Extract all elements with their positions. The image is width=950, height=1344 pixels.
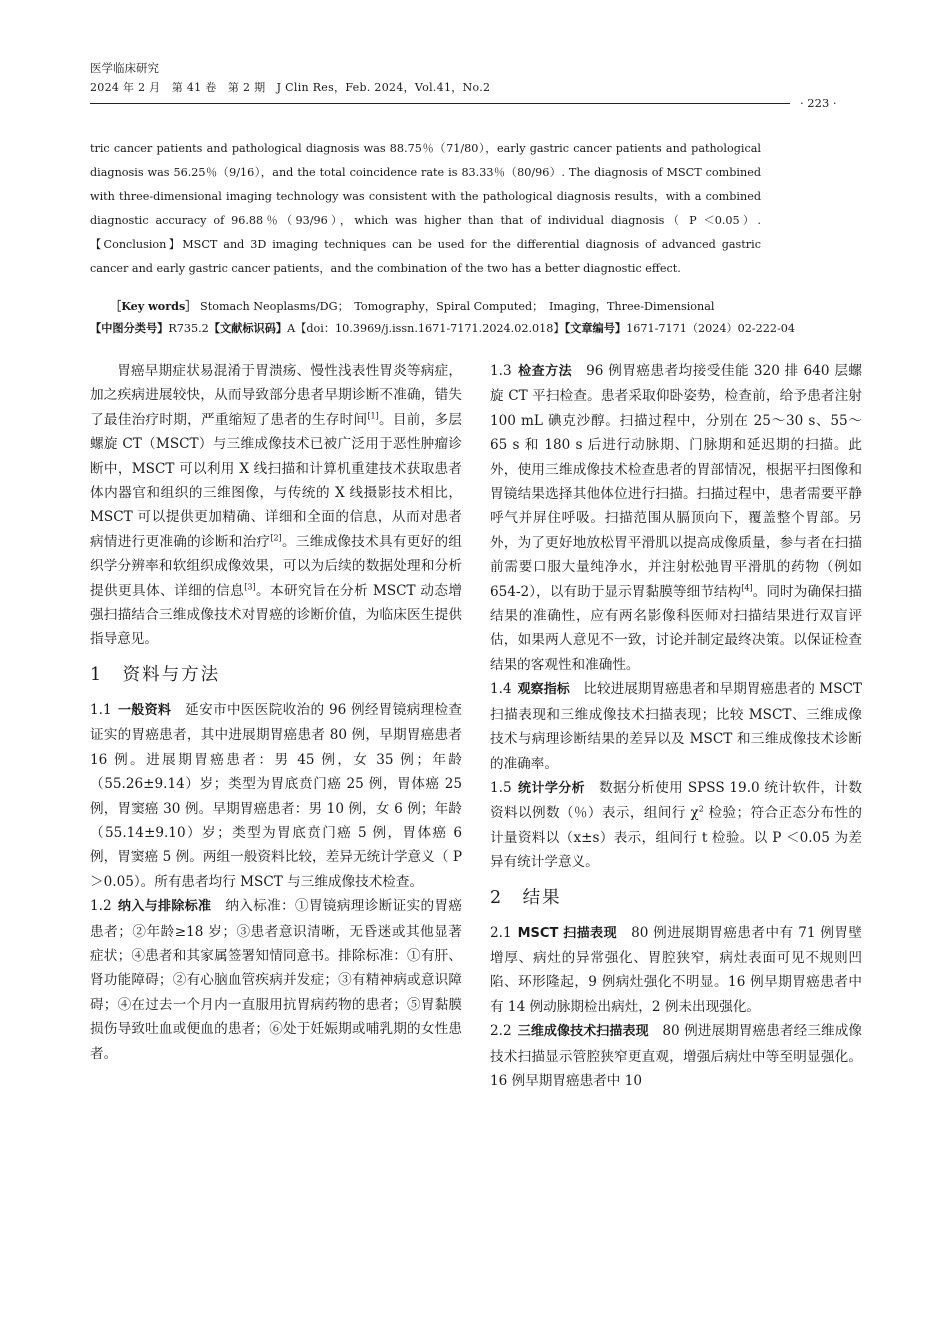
section-number: 1.1 — [90, 701, 112, 718]
keywords-label: ［Key words］ — [110, 299, 197, 313]
abstract-tail: tric cancer patients and pathological diagnosis was 88.75％（71/80），early gastric cancer patients and pathological diagnosis was 56.25％（9/16），and the total coincidence rate is 83.33％（80/96）. The diagnosis of MSCT combined with three-dimensional imaging technology was consistent with the pathological diagnosis results，with a combined diagnostic accuracy of 96.88％（93/96），which was higher than that of individual diagnosis（ P ＜0.05）.【Conclusion】MSCT and 3D imaging techniques can be used for the differential diagnosis of advanced gastric cancer and early gastric cancer patients，and the combination of the two has a better diagnostic effect. — [90, 142, 761, 275]
section-number: 1.5 — [490, 779, 512, 796]
subsection-text: 96 例胃癌患者均接受佳能 320 排 640 层螺旋 CT 平扫检查。患者采取仰卧姿势，检查前，给予患者注射 100 mL 碘克沙醇。扫描过程中，分别在 25～30 s、55～65 s 和 180 s 后进行动脉期、门脉期和延迟期的扫描。此外，使用三维成像技术检查患者的胃部情况，根据平扫图像和胃镜结果选择其他体位进行扫描。扫描过程中，患者需要平静呼气并屏住呼吸。扫描范围从膈顶向下，覆盖整个胃部。另外，为了更好地放松胃平滑肌以提高成像质量，参与者在扫描前需要口服大量纯净水，并注射松弛胃平滑肌的药物（例如 654-2），以有助于显示胃黏膜等细节结构 — [490, 363, 862, 600]
page-number: · 223 · — [800, 96, 837, 110]
subsection-title: 一般资料 — [117, 702, 172, 718]
section-1-4 — [490, 677, 862, 776]
subsection-title: 检查方法 — [517, 364, 573, 379]
section-heading-2: 2 结果 — [490, 887, 562, 908]
subsection-title: MSCT 扫描表现 — [517, 925, 618, 941]
section-number: 1.3 — [490, 363, 512, 379]
section-2-2 — [490, 1019, 862, 1093]
subsection-text: 数据分析使用 SPSS 19.0 统计软件，计数资料以例数（％）表示，组间行 χ — [490, 779, 862, 822]
citation-2: [2] — [270, 533, 282, 543]
keywords-line — [110, 298, 770, 314]
section-2-1 — [490, 921, 862, 1020]
superscript-2: 2 — [698, 804, 704, 814]
section-number: 1.4 — [490, 681, 512, 698]
subsection-text: 80 例进展期胃癌患者经三维成像技术扫描显示管腔狭窄更直观，增强后病灶中等至明显强化。16 例早期胃癌患者中 10 — [490, 1023, 862, 1089]
keywords-text: Stomach Neoplasms/DG； Tomography，Spiral Computed； Imaging，Three-Dimensional — [200, 300, 715, 313]
intro-text-c: 。三维成像技术具有更好的组织学分辨率和软组织成像效果，可以为后续的数据处理和分析提供更具体、详细的信息 — [90, 533, 462, 599]
subsection-text: 延安市中医医院收治的 96 例经胃镜病理检查证实的胃癌患者，其中进展期胃癌患者 80 例，早期胃癌患者 16 例。进展期胃癌患者：男 45 例，女 35 例；年龄（55.26±9.14）岁；类型为胃底贲门癌 25 例，胃体癌 25 例，胃窦癌 30 例。早期胃癌患者：男 10 例，女 6 例；年龄（55.14±9.10）岁；类型为胃底贲门癌 5 例，胃体癌 6 例，胃窦癌 5 例。两组一般资料比较，差异无统计学意义（ P ＞0.05）。所有患者均行 MSCT 与三维成像技术检查。 — [90, 701, 462, 890]
intro-text-a: 胃癌早期症状易混淆于胃溃疡、慢性浅表性胃炎等病症，加之疾病进展较快，从而导致部分患者早期诊断不准确，错失了最佳治疗时期，严重缩短了患者的生存时间 — [90, 363, 462, 428]
intro-text-d: 。本研究旨在分析 MSCT 动态增强扫描结合三维成像技术对胃癌的诊断价值，为临床医生提供指导意见。 — [90, 582, 463, 648]
subsection-text: 。同时为确保扫描结果的准确性，应有两名影像科医师对扫描结果进行双盲评估，如果两人意见不一致，讨论并制定最终决策。以保证检查结果的客观性和准确性。 — [490, 583, 863, 673]
subsection-title: 纳入与排除标准 — [117, 899, 212, 915]
subsection-title: 观察指标 — [517, 682, 570, 698]
article-no-value: 1671-7171（2024）02-222-04 — [626, 322, 796, 335]
clc-label: 【中图分类号】 — [90, 321, 169, 335]
journal-title: 医学临床研究 — [90, 61, 159, 75]
subsection-text: 比较进展期胃癌患者和早期胃癌患者的 MSCT 扫描表现和三维成像技术扫描表现；比较 MSCT、三维成像技术与病理诊断结果的差异以及 MSCT 和三维成像技术诊断的准确率。 — [490, 681, 862, 772]
intro-paragraph — [90, 359, 462, 652]
section-number: 2.1 — [490, 924, 512, 941]
intro-text-b: 。目前，多层螺旋 CT（MSCT）与三维成像技术已被广泛用于恶性肿瘤诊断中，MSCT 可以利用 X 线扫描和计算机重建技术获取患者体内器官和组织的三维图像，与传统的 X 线摄影技术相比，MSCT 可以提供更加精确、详细和全面的信息，从而对患者病情进行更准确的诊断和治疗 — [90, 411, 463, 550]
subsection-text: 80 例进展期胃癌患者中有 71 例胃壁增厚、病灶的异常强化、胃腔狭窄，病灶表面可见不规则凹陷、环形隆起，9 例病灶强化不明显。16 例早期胃癌患者中有 14 例动脉期检出病灶，2 例未出现强化。 — [490, 924, 863, 1015]
header-rule — [90, 103, 790, 104]
section-1-3 — [490, 359, 862, 677]
article-no-label: 【文章编号】 — [564, 321, 627, 335]
doc-code-value: A【doi：10.3969/j.issn.1671-7171.2024.02.018】 — [287, 322, 565, 335]
section-heading-1: 1 资料与方法 — [90, 664, 221, 685]
left-column — [90, 359, 462, 1066]
section-1-2 — [90, 894, 462, 1066]
subsection-text: 检验；符合正态分布性的计量资料以（x±s）表示，组间行 t 检验。以 P ＜0.05 为差异有统计学意义。 — [490, 805, 862, 871]
classification-line — [90, 320, 796, 336]
citation-4: [4] — [741, 583, 753, 593]
clc-value: R735.2 — [168, 322, 209, 335]
subsection-text: 纳入标准：①胃镜病理诊断证实的胃癌患者；②年龄≥18 岁；③患者意识清晰，无昏迷或其他显著症状；④患者和其家属签署知情同意书。排除标准：①有肝、肾功能障碍；②有心脑血管疾病并发症；③有精神病或意识障碍；④在过去一个月内一直服用抗胃病药物的患者；⑤胃黏膜损伤导致吐血或便血的患者；⑥处于妊娠期或哺乳期的女性患者。 — [90, 898, 462, 1062]
section-number: 1.2 — [90, 898, 112, 915]
citation-3: [3] — [244, 582, 256, 592]
subsection-title: 三维成像技术扫描表现 — [517, 1024, 649, 1040]
section-number: 2.2 — [490, 1023, 512, 1040]
right-column — [490, 359, 862, 1093]
issue-info: 2024 年 2 月 第 41 卷 第 2 期 J Clin Res，Feb. 2024，Vol.41，No.2 — [90, 81, 491, 94]
section-1-1 — [90, 698, 462, 894]
section-1-5 — [490, 776, 862, 875]
citation-1: [1] — [367, 411, 379, 421]
subsection-title: 统计学分析 — [517, 780, 586, 796]
doc-code-label: 【文献标识码】 — [208, 321, 288, 335]
